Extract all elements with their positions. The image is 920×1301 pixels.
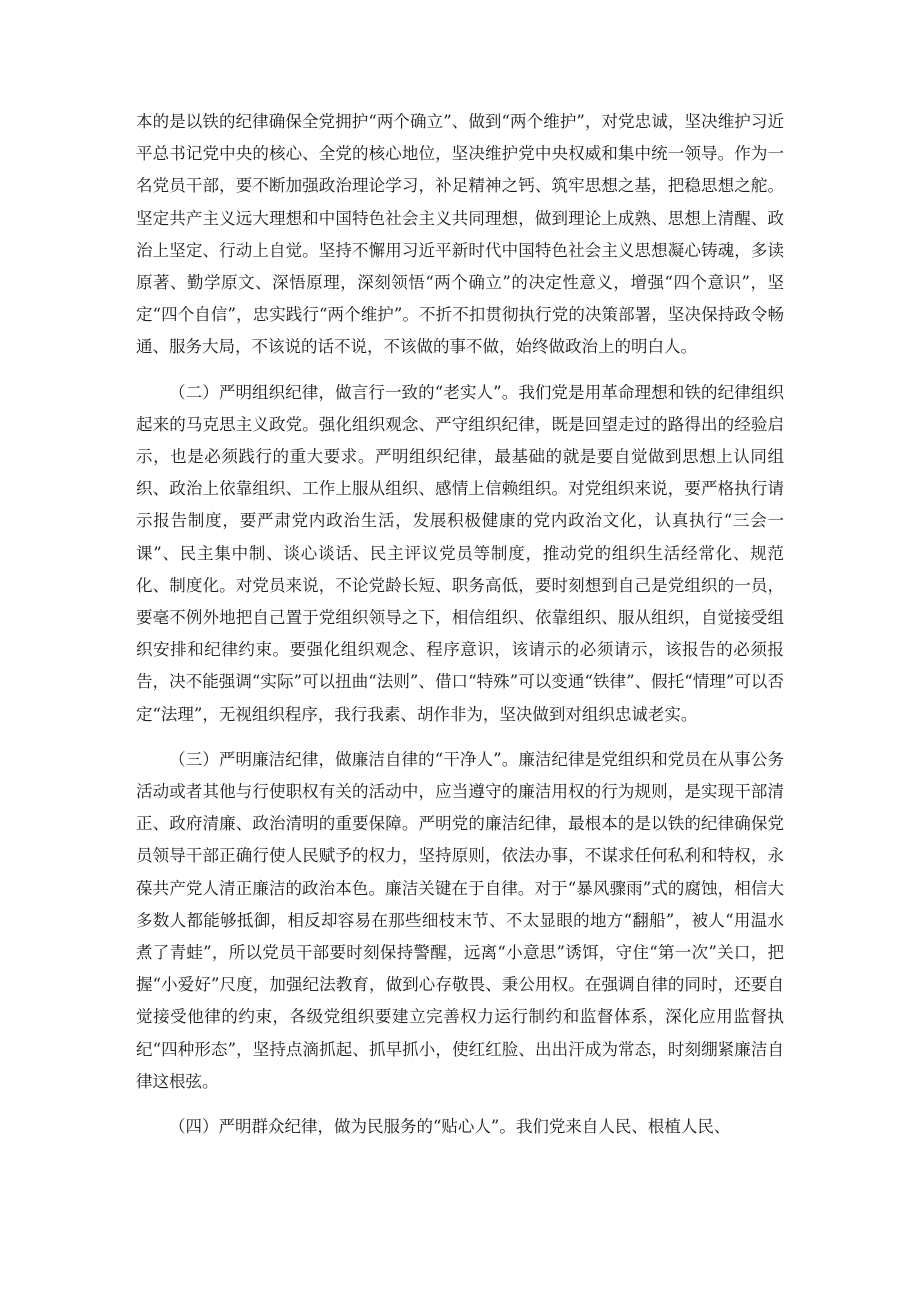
- paragraph-mass-discipline: （四）严明群众纪律，做为民服务的“贴心人”。我们党来自人民、根植人民、: [169, 1117, 731, 1137]
- paragraph-political-discipline-continued: 本的是以铁的纪律确保全党拥护“两个确立”、做到“两个维护”，对党忠诚，坚决维护习近平总书记党中央的核心、全党的核心地位，坚决维护党中央权威和集中统一领导。作为一名党员干部，要不断加强政治理论学习，补足精神之钙、筑牢思想之基，把稳思想之舵。坚定共产主义远大理想和中国特色社会主义共同理想，做到理论上成熟、思想上清醒、政治上坚定、行动上自觉。坚持不懈用习近平新时代中国特色社会主义思想凝心铸魂，多读原著、勤学原文、深悟原理，深刻领悟“两个确立”的决定性意义，增强“四个意识”，坚定“四个自信”，忠实践行“两个维护”。不折不扣贯彻执行党的决策部署，坚决保持政令畅通、服务大局，不该说的话不说，不该做的事不做，始终做政治上的明白人。: [136, 112, 784, 357]
- paragraph-organizational-discipline: （二）严明组织纪律，做言行一致的“老实人”。我们党是用革命理想和铁的纪律组织起来的马克思主义政党。强化组织观念、严守组织纪律，既是回望走过的路得出的经验启示，也是必须践行的重大要求。严明组织纪律，最基础的就是要自觉做到思想上认同组织、政治上依靠组织、工作上服从组织、感情上信赖组织。对党组织来说，要严格执行请示报告制度，要严肃党内政治生活，发展积极健康的党内政治文化，认真执行“三会一课”、民主集中制、谈心谈话、民主评议党员等制度，推动党的组织生活经常化、规范化、制度化。对党员来说，不论党龄长短、职务高低，要时刻想到自己是党组织的一员，要毫不例外地把自己置于党组织领导之下，相信组织、依靠组织、服从组织，自觉接受组织安排和纪律约束。要强化组织观念、程序意识，该请示的必须请示，该报告的必须报告，决不能强调“实际”可以扭曲“法则”、借口“特殊”可以变通“铁律”、假托“情理”可以否定“法理”，无视组织程序，我行我素、胡作非为，坚决做到对组织忠诚老实。: [136, 382, 784, 724]
- document-page: [136, 106, 784, 1156]
- paragraph-integrity-discipline: （三）严明廉洁纪律，做廉洁自律的“干净人”。廉洁纪律是党组织和党员在从事公务活动或者其他与行使职权有关的活动中，应当遵守的廉洁用权的行为规则，是实现干部清正、政府清廉、政治清明的重要保障。严明党的廉洁纪律，最根本的是以铁的纪律确保党员领导干部正确行使人民赋予的权力，坚持原则，依法办事，不谋求任何私利和特权，永葆共产党人清正廉洁的政治本色。廉洁关键在于自律。对于“暴风骤雨”式的腐蚀，相信大多数人都能够抵御，相反却容易在那些细枝末节、不太显眼的地方“翻船”，被人“用温水煮了青蛙”，所以党员干部要时刻保持警醒，远离“小意思”诱饵，守住“第一次”关口，把握“小爱好”尺度，加强纪法教育，做到心存敬畏、秉公用权。在强调自律的同时，还要自觉接受他律的约束，各级党组织要建立完善权力运行制约和监督体系，深化应用监督执纪“四种形态”，坚持点滴抓起、抓早抓小，使红红脸、出出汗成为常态，时刻绷紧廉洁自律这根弦。: [136, 749, 784, 1091]
